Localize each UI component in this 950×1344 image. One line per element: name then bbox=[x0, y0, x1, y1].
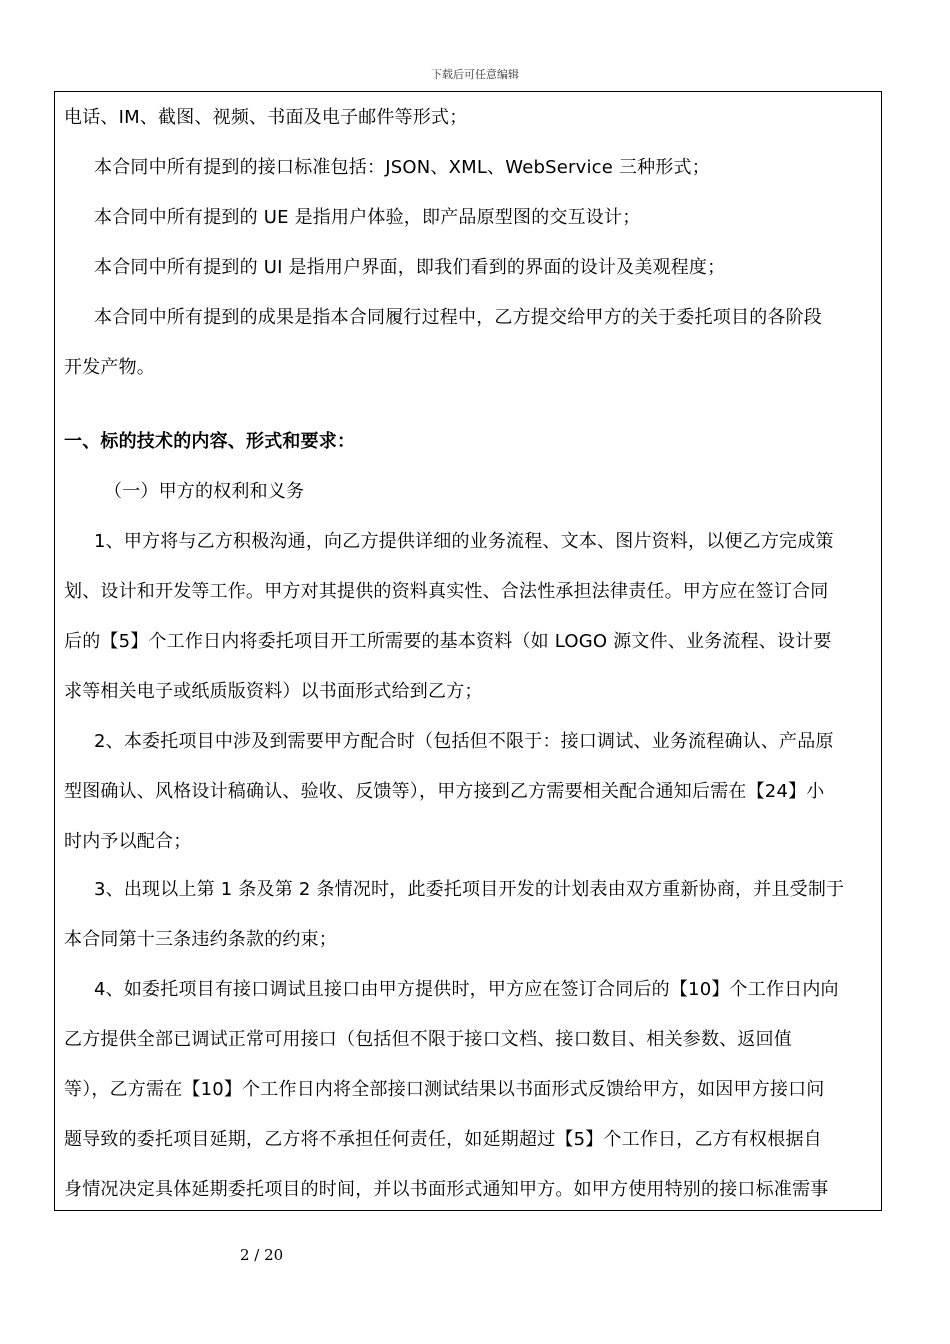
paragraph-line: 求等相关电子或纸质版资料）以书面形式给到乙方； bbox=[64, 681, 483, 702]
paragraph-line: 2、本委托项目中涉及到需要甲方配合时（包括但不限于：接口调试、业务流程确认、产品原 bbox=[94, 731, 834, 752]
content-frame bbox=[54, 91, 882, 1211]
paragraph-line: 乙方提供全部已调试正常可用接口（包括但不限于接口文档、接口数目、相关参数、返回值 bbox=[64, 1029, 792, 1050]
section-heading: 一、标的技术的内容、形式和要求： bbox=[64, 431, 356, 452]
paragraph-line: 本合同中所有提到的成果是指本合同履行过程中，乙方提交给甲方的关于委托项目的各阶段 bbox=[94, 307, 822, 328]
paragraph-line: 后的【5】个工作日内将委托项目开工所需要的基本资料（如 LOGO 源文件、业务流程、设计要 bbox=[64, 631, 832, 652]
paragraph-line: 1、甲方将与乙方积极沟通，向乙方提供详细的业务流程、文本、图片资料，以便乙方完成策 bbox=[94, 531, 834, 552]
paragraph-line: 题导致的委托项目延期，乙方将不承担任何责任，如延期超过【5】个工作日，乙方有权根据自 bbox=[64, 1129, 822, 1150]
page-number: 2 / 20 bbox=[240, 1246, 284, 1264]
subsection-heading: （一）甲方的权利和义务 bbox=[104, 481, 305, 502]
paragraph-line: 划、设计和开发等工作。甲方对其提供的资料真实性、合法性承担法律责任。甲方应在签订合同 bbox=[64, 581, 829, 602]
paragraph-line: 等），乙方需在【10】个工作日内将全部接口测试结果以书面形式反馈给甲方，如因甲方接口问 bbox=[64, 1079, 825, 1100]
paragraph-line: 时内予以配合； bbox=[64, 831, 192, 852]
paragraph-line: 电话、IM、截图、视频、书面及电子邮件等形式； bbox=[64, 107, 468, 128]
paragraph-line: 4、如委托项目有接口调试且接口由甲方提供时，甲方应在签订合同后的【10】个工作日内向 bbox=[94, 979, 839, 1000]
paragraph-line: 本合同中所有提到的 UI 是指用户界面，即我们看到的界面的设计及美观程度； bbox=[94, 257, 726, 278]
paragraph-line: 3、出现以上第 1 条及第 2 条情况时，此委托项目开发的计划表由双方重新协商，并且受制于 bbox=[94, 879, 845, 900]
paragraph-line: 本合同第十三条违约条款的约束； bbox=[64, 929, 337, 950]
paragraph-line: 身情况决定具体延期委托项目的时间，并以书面形式通知甲方。如甲方使用特别的接口标准需事 bbox=[64, 1179, 829, 1200]
paragraph-line: 型图确认、风格设计稿确认、验收、反馈等），甲方接到乙方需要相关配合通知后需在【24】小 bbox=[64, 781, 825, 802]
paragraph-line: 本合同中所有提到的 UE 是指用户体验，即产品原型图的交互设计； bbox=[94, 207, 641, 228]
paragraph-line: 本合同中所有提到的接口标准包括：JSON、XML、WebService 三种形式； bbox=[94, 157, 710, 178]
page-header: 下载后可任意编辑 bbox=[431, 68, 519, 81]
paragraph-line: 开发产物。 bbox=[64, 357, 155, 378]
